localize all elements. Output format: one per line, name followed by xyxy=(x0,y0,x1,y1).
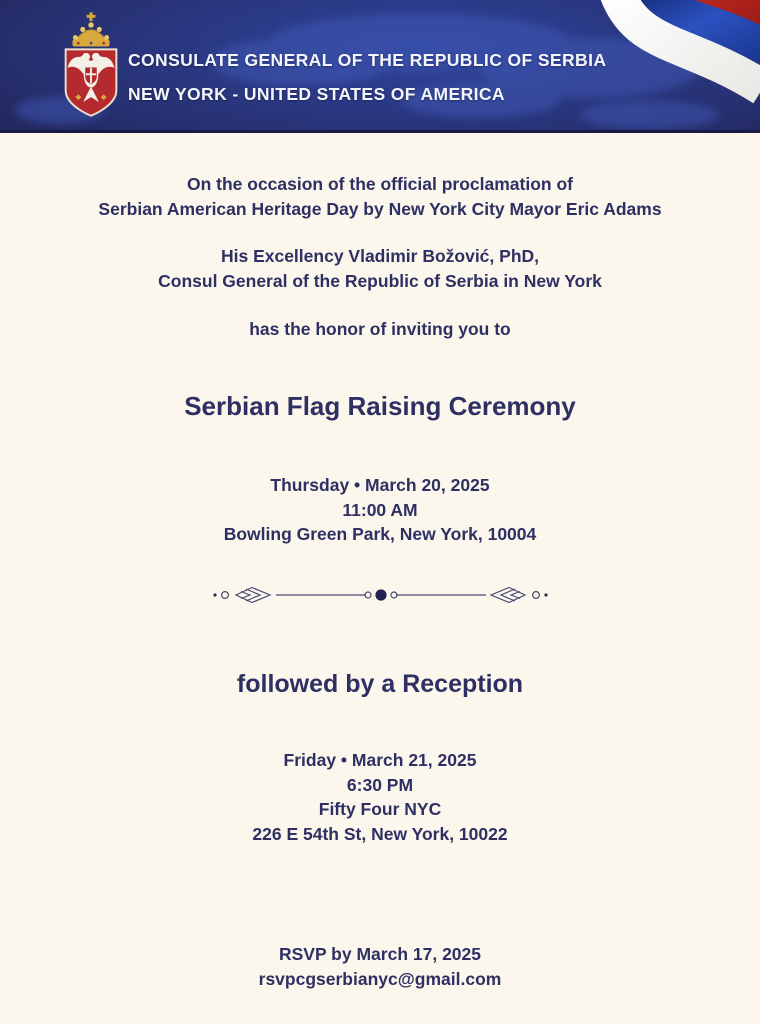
ceremony-title: Serbian Flag Raising Ceremony xyxy=(184,391,576,421)
host-line-1: His Excellency Vladimir Božović, PhD, xyxy=(220,246,540,266)
reception-time: 6:30 PM xyxy=(346,774,414,795)
occasion-paragraph xyxy=(0,172,760,221)
ceremony-details xyxy=(0,473,760,547)
reception-title: followed by a Reception xyxy=(236,670,524,698)
host-paragraph xyxy=(0,244,760,293)
rsvp-email: rsvpcgserbianyc@gmail.com xyxy=(258,968,502,989)
host-line-2: Consul General of the Republic of Serbia in New York xyxy=(158,270,602,291)
reception-venue: Fifty Four NYC xyxy=(318,799,442,819)
serbia-coat-of-arms-icon xyxy=(52,9,130,121)
rsvp-section xyxy=(0,942,760,991)
ceremony-date: Thursday • March 20, 2025 xyxy=(270,475,490,495)
ceremony-location: Bowling Green Park, New York, 10004 xyxy=(223,524,537,544)
header-titles xyxy=(128,43,606,111)
serbian-flag-ribbon-icon xyxy=(565,0,760,133)
reception-address: 226 E 54th St, New York, 10022 xyxy=(252,823,508,844)
occasion-line-2: Serbian American Heritage Day by New York City Mayor Eric Adams xyxy=(98,198,662,219)
ceremony-time: 11:00 AM xyxy=(342,499,418,520)
invite-line: has the honor of inviting you to xyxy=(249,319,511,339)
reception-details xyxy=(0,748,760,846)
rsvp-deadline: RSVP by March 17, 2025 xyxy=(278,944,481,964)
ornamental-divider xyxy=(0,582,760,613)
occasion-line-1: On the occasion of the official proclamation of xyxy=(186,174,573,194)
chest-shield xyxy=(85,67,98,85)
header-line-1: CONSULATE GENERAL OF THE REPUBLIC OF SERBIA xyxy=(128,50,607,70)
ornamental-divider-icon xyxy=(208,582,553,608)
crown xyxy=(72,12,109,46)
header-line-2: NEW YORK - UNITED STATES OF AMERICA xyxy=(128,84,505,104)
header-banner xyxy=(0,0,760,133)
reception-date: Friday • March 21, 2025 xyxy=(283,750,477,770)
